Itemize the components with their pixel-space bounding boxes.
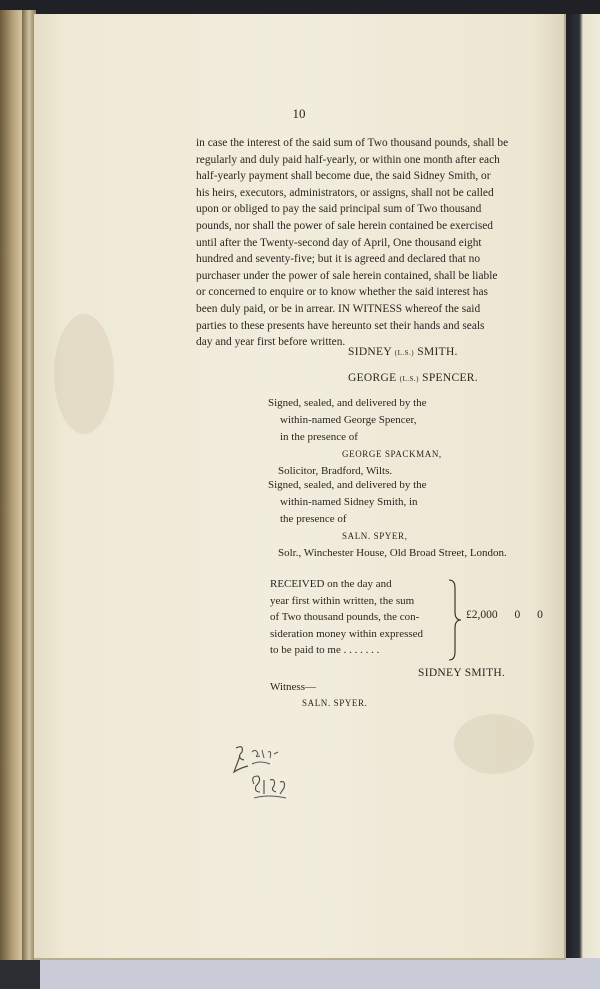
background-top bbox=[0, 0, 600, 14]
deed-body-text: in case the interest of the said sum of Two thousand pounds, shall be regularly and duly paid half-yearly, or within one month after each half-yearly payment shall become due, the said Sidney Smith, or his heirs, executors, administrators, or assigns, shall not be called upon or obliged to pay the said principal sum of Two thousand pounds, nor shall the power of sale herein contained be exercised until after the Twenty-second day of April, One thousand eight hundred and seventy-five; but it is agreed and declared that no purchaser under the power of sale herein contained, shall be liable or concerned to enquire or to know whether the said interest has been duly paid, or be in arrear. IN WITNESS whereof the said parties to these presents have hereunto set their hands and seals day and year first before written. bbox=[196, 137, 509, 349]
background-bottom bbox=[40, 955, 600, 989]
page-number: 10 bbox=[292, 106, 306, 121]
receipt-signatory: SIDNEY SMITH. bbox=[418, 667, 506, 679]
attestation-smith: Signed, sealed, and delivered by the within-named Sidney Smith, in the presence of SALN. SPYER, Solr., Winchester House, Old Broad Street, London. bbox=[268, 479, 507, 559]
signature-george-spencer: GEORGE (L.S.) SPENCER. bbox=[348, 372, 478, 384]
pencil-notation-icon bbox=[230, 742, 300, 812]
witness-label: Witness— bbox=[270, 681, 316, 693]
receipt-block bbox=[270, 576, 570, 666]
signature-sidney-smith: SIDNEY (L.S.) SMITH. bbox=[348, 346, 458, 358]
curly-brace-icon bbox=[446, 578, 464, 662]
receipt-amount: £2,000 0 0 bbox=[466, 609, 543, 621]
document-page bbox=[34, 14, 566, 960]
paper-stain bbox=[454, 714, 534, 774]
paper-stain bbox=[54, 314, 114, 434]
receipt-text: RECEIVED on the day and year first within written, the sum of Two thousand pounds, the con- sideration money within expressed to be paid to me . . . . . . . bbox=[270, 578, 424, 656]
attestation-spencer: Signed, sealed, and delivered by the within-named George Spencer, in the presence of GEORGE SPACKMAN, Solicitor, Bradford, Wilts. bbox=[268, 397, 442, 477]
witness-name: SALN. SPYER. bbox=[302, 698, 368, 708]
right-page-edge bbox=[566, 14, 600, 958]
